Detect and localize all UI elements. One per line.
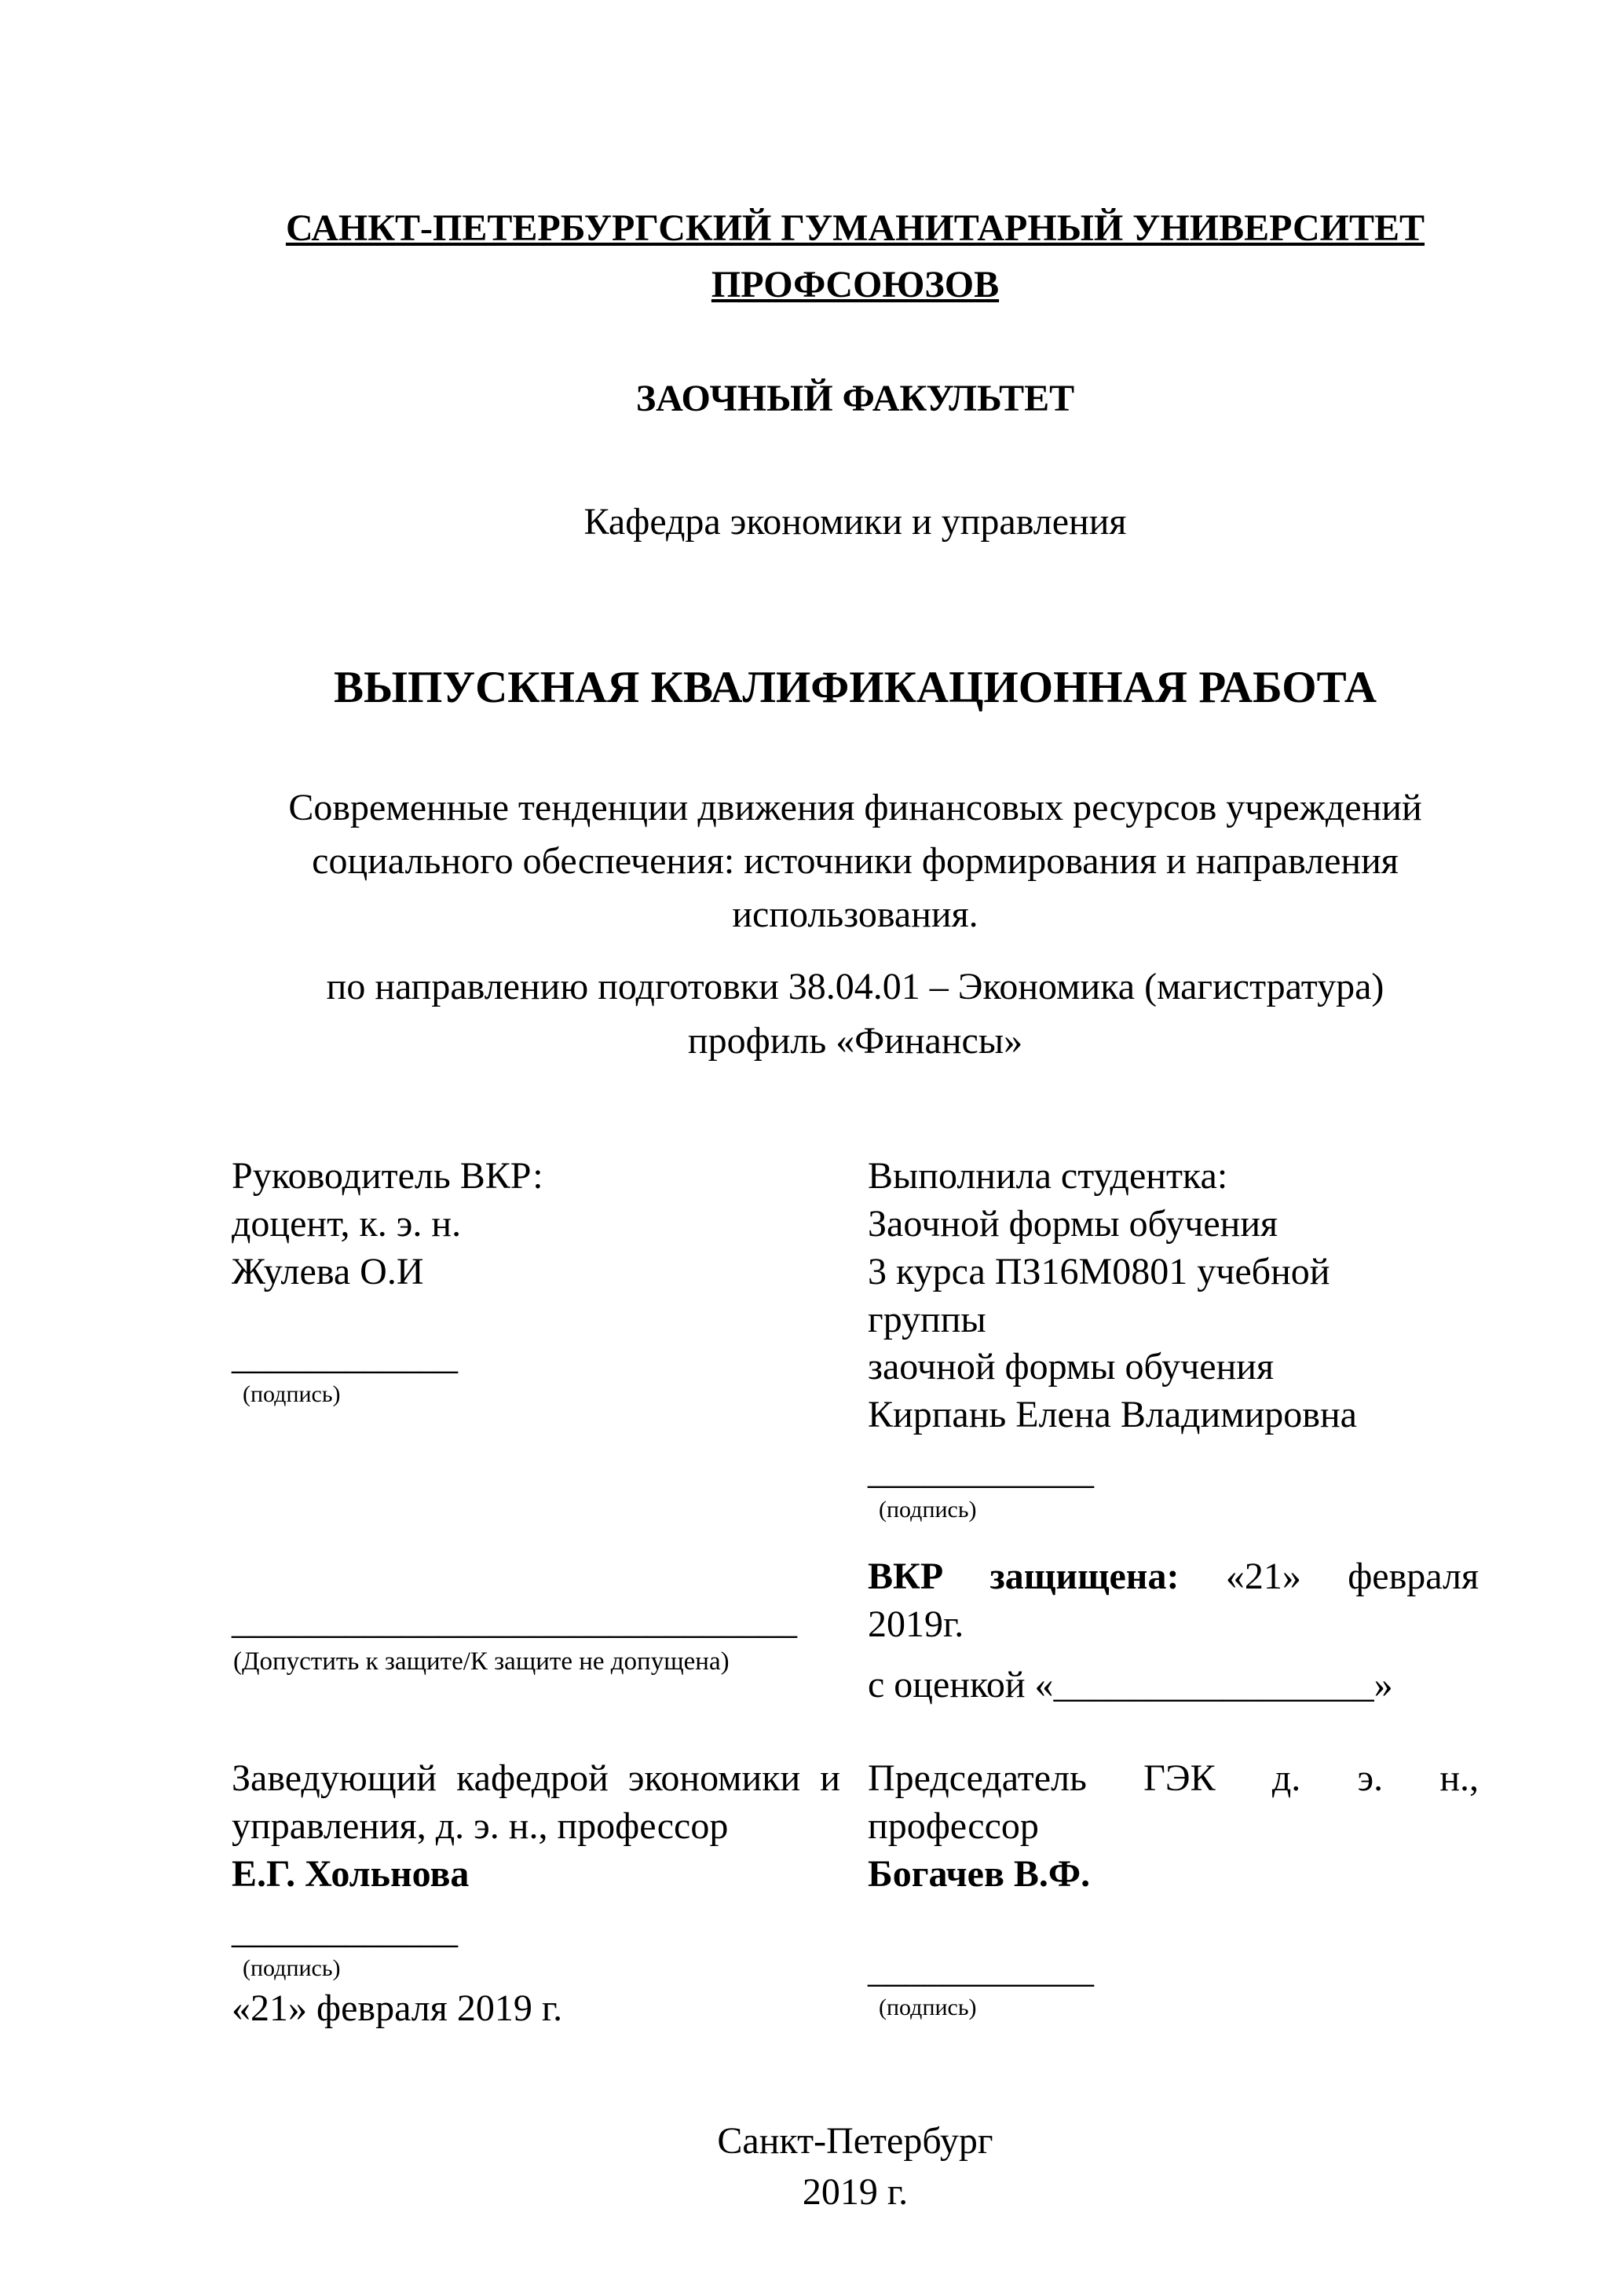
decision-row (232, 1553, 1479, 1709)
supervisor-degree: доцент, к. э. н. (232, 1202, 462, 1245)
program-profile: профиль «Финансы» (687, 1019, 1023, 1062)
people-row-2 (232, 1755, 1479, 2035)
department-head-date: «21» февраля 2019 г. (232, 1987, 563, 2030)
faculty-name: ЗАОЧНЫЙ ФАКУЛЬТЕТ (635, 378, 1075, 419)
department-head-signature-caption: (подпись) (243, 1955, 341, 1982)
supervisor-block (232, 1153, 868, 1525)
student-group-line: 3 курса ПЗ16М0801 учебной (868, 1250, 1330, 1292)
city: Санкт-Петербург (717, 2120, 993, 2163)
gek-chairman-signature-line: ____________ (868, 1948, 1094, 1991)
student-form-line-2: заочной формы обучения (868, 1346, 1275, 1388)
defense-date-line-2: 2019г. (868, 1603, 964, 1645)
people-row-1 (232, 1153, 1479, 1525)
program-info (232, 960, 1479, 1067)
student-form-line: Заочной формы обучения (868, 1202, 1278, 1245)
department-head-title-2: управления, д. э. н., профессор (232, 1804, 729, 1847)
department-head-title-1: Заведующий кафедрой экономики и (232, 1757, 840, 1799)
student-name: Кирпань Елена Владимировна (868, 1394, 1357, 1436)
admission-blank-line: ______________________________ (232, 1600, 797, 1642)
student-block (868, 1153, 1479, 1525)
supervisor-signature-caption: (подпись) (243, 1381, 341, 1408)
gek-chairman-title-1: Председатель ГЭК д. э. н., (868, 1757, 1479, 1799)
grade-blank-line: _________________ (1053, 1663, 1374, 1706)
thesis-title: Современные тенденции движения финансовых ресурсов учреждений социального обеспечения: источники формирования и направления использования. (288, 786, 1422, 936)
defense-date-part-1: «21» февраля (1225, 1555, 1480, 1597)
student-signature-line: ____________ (868, 1450, 1094, 1493)
supervisor-role: Руководитель ВКР: (232, 1154, 543, 1197)
work-type-heading: ВЫПУСКНАЯ КВАЛИФИКАЦИОННАЯ РАБОТА (333, 662, 1377, 712)
defense-label: ВКР защищена: (868, 1555, 1180, 1597)
gek-chairman-block (868, 1755, 1479, 2035)
student-signature-caption: (подпись) (879, 1496, 977, 1523)
gek-chairman-name: Богачев В.Ф. (868, 1852, 1091, 1895)
department-name: Кафедра экономики и управления (583, 501, 1127, 543)
student-group-line-2: группы (868, 1298, 986, 1340)
department-head-name: Е.Г. Хольнова (232, 1852, 470, 1895)
admission-caption: (Допустить к защите/К защите не допущена) (233, 1647, 730, 1676)
grade-prefix: с оценкой « (868, 1663, 1054, 1706)
supervisor-name: Жулева О.И (232, 1250, 424, 1292)
defense-date-line-1 (868, 1553, 1479, 1601)
year: 2019 г. (802, 2170, 909, 2213)
grade-line (868, 1662, 1479, 1709)
university-name: САНКТ-ПЕТЕРБУРГСКИЙ ГУМАНИТАРНЫЙ УНИВЕРСИТЕТ ПРОФСОЮЗОВ (285, 207, 1425, 305)
grade-suffix: » (1373, 1663, 1393, 1706)
admission-block (232, 1553, 868, 1709)
department-head-block (232, 1755, 868, 2035)
student-heading: Выполнила студентка: (868, 1154, 1228, 1197)
gek-chairman-title-2: профессор (868, 1804, 1039, 1847)
department-head-signature-line: ____________ (232, 1909, 458, 1951)
defense-block (868, 1553, 1479, 1709)
supervisor-signature-line: ____________ (232, 1335, 458, 1377)
gek-chairman-signature-caption: (подпись) (879, 1994, 977, 2021)
footer (232, 2116, 1479, 2218)
program-direction: по направлению подготовки 38.04.01 – Экономика (магистратура) (326, 966, 1384, 1008)
